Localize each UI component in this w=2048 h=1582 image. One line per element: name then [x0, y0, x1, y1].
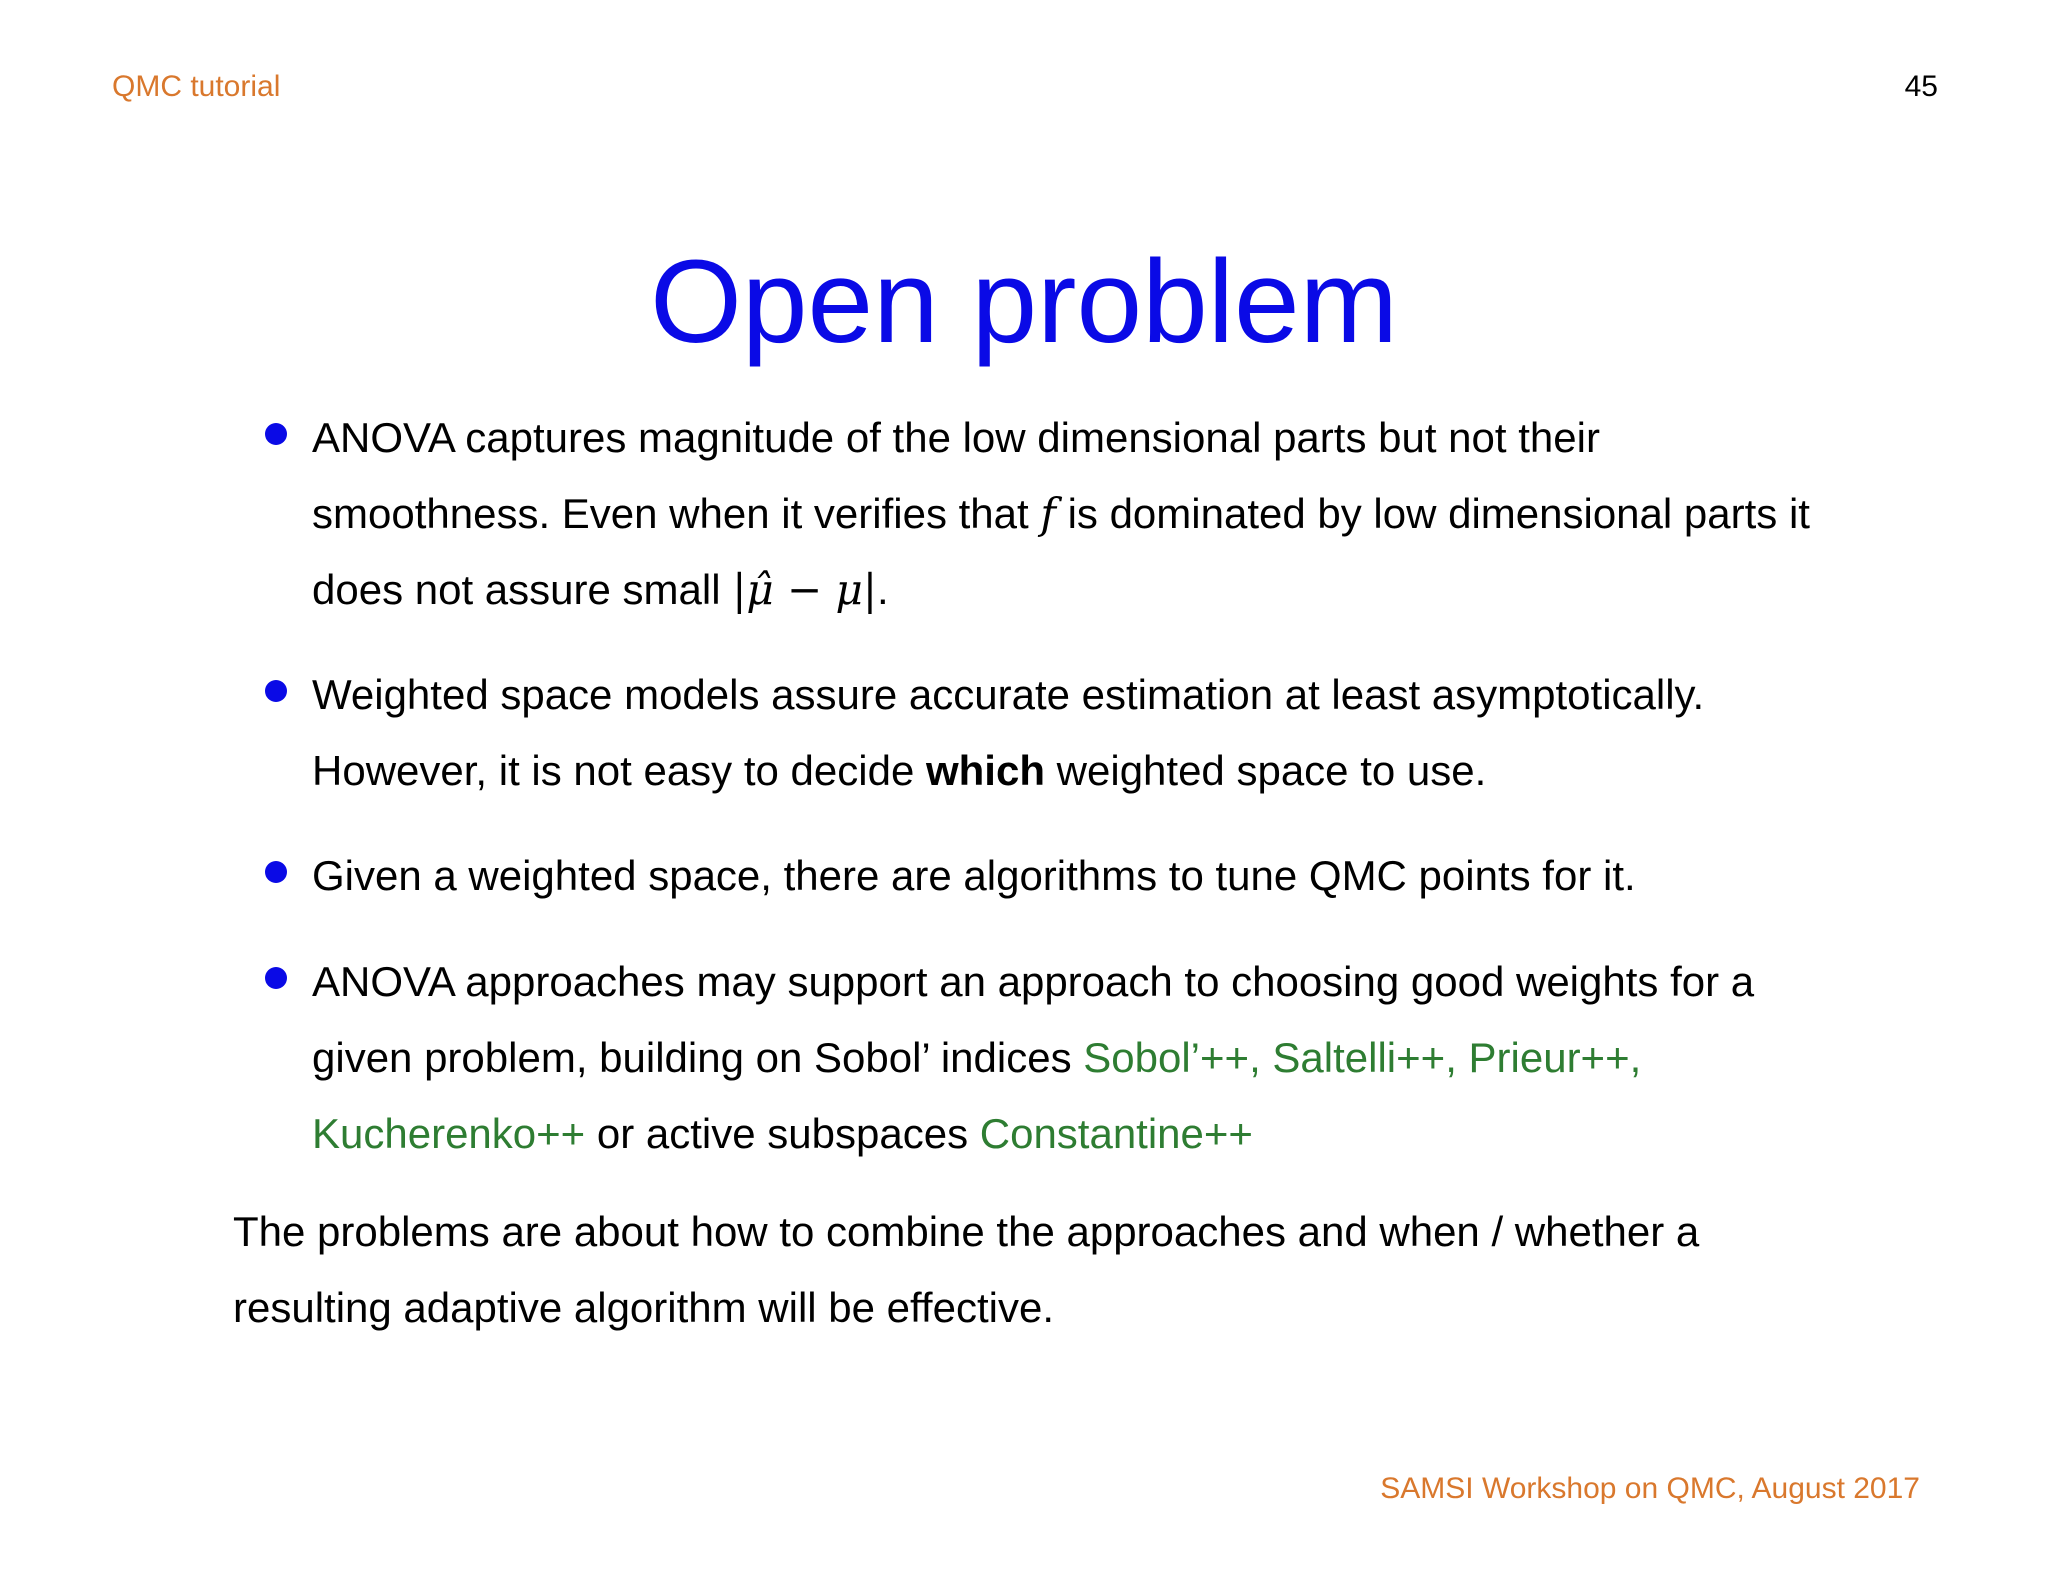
citation-constantine: Constantine++ — [979, 1110, 1253, 1157]
conclusion-paragraph: The problems are about how to combine the approaches and when / whether a resulting adaptive algorithm will be effective. — [233, 1208, 1700, 1331]
bullet-dot-icon — [265, 967, 287, 989]
slide-title: Open problem — [650, 236, 1398, 368]
math-f: f — [1040, 489, 1056, 538]
bullet-text: Given a weighted space, there are algorithms to tune QMC points for it. — [312, 852, 1636, 899]
bullet-text-part: ANOVA approaches may support an approach to choosing good weights for a given problem, building on Sobol’ indices — [312, 958, 1755, 1081]
citation-sobol-group: Sobol’++, Saltelli++, Prieur++, Kucherenko++ — [312, 1034, 1642, 1157]
bullet-text-part: or active subspaces — [585, 1110, 980, 1157]
math-error-expression: |μ̂ − μ| — [732, 565, 878, 614]
bullet-text-part: . — [877, 566, 889, 613]
footer-event: SAMSI Workshop on QMC, August 2017 — [1380, 1472, 1920, 1505]
bullet-text-part: weighted space to use. — [1045, 747, 1487, 794]
bold-emphasis: which — [925, 747, 1045, 794]
bullet-text — [312, 657, 1832, 809]
bullet-dot-icon — [265, 423, 287, 445]
bullet-dot-icon — [265, 861, 287, 883]
bullet-text-part: ANOVA captures magnitude of the low dimensional parts but not their smoothness. Even when it verifies that — [312, 414, 1600, 537]
bullet-text — [312, 944, 1832, 1172]
bullet-text — [312, 400, 1832, 628]
page-number: 45 — [1904, 70, 1938, 103]
bullet-text-part: is dominated by low dimensional parts it does not assure small — [312, 490, 1810, 613]
bullet-text-part: Weighted space models assure accurate estimation at least asymptotically. However, it is not easy to decide — [312, 671, 1705, 794]
bullet-dot-icon — [265, 680, 287, 702]
running-header-title: QMC tutorial — [112, 70, 281, 103]
